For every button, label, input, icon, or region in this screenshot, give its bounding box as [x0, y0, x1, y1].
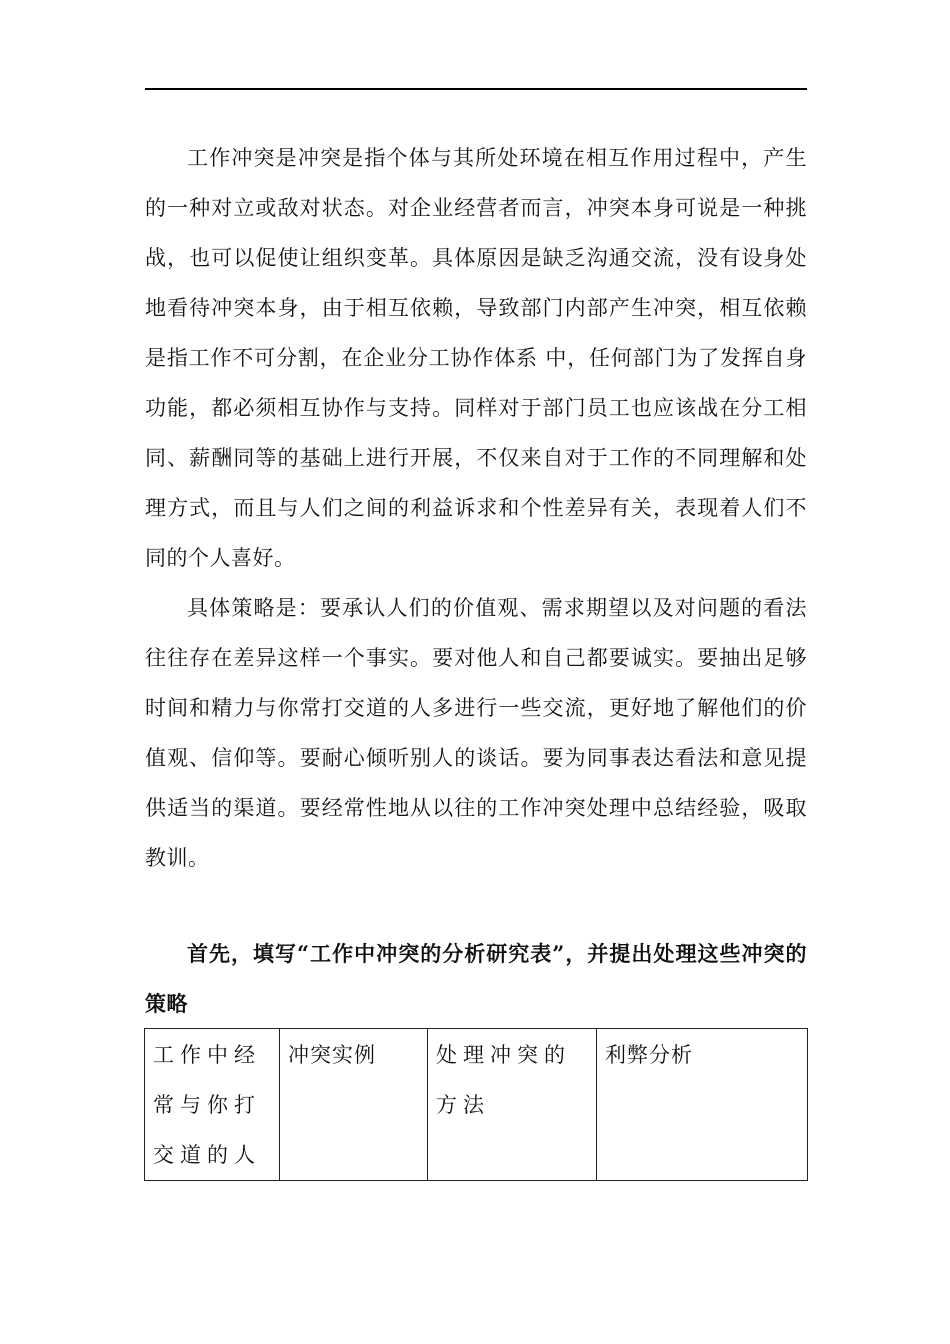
table-header-row	[145, 1029, 808, 1181]
column-header-pros-cons: 利弊分析	[597, 1029, 808, 1181]
paragraph-conflict-definition: 工作冲突是冲突是指个体与其所处环境在相互作用过程中，产生的一种对立或敌对状态。对企业经营者而言，冲突本身可说是一种挑战，也可以促使让组织变革。具体原因是缺乏沟通交流，没有设身处地看待冲突本身，由于相互依赖，导致部门内部产生冲突，相互依赖是指工作不可分割，在企业分工协作体系 中，任何部门为了发挥自身功能，都必须相互协作与支持。同样对于部门员工也应该战在分工相同、薪酬同等的基础上进行开展，不仅来自对于工作的不同理解和处理方式，而且与人们之间的利益诉求和个性差异有关，表现着人们不同的个人喜好。	[145, 146, 807, 570]
column-header-people: 工作中经常与你打交道的人	[145, 1029, 280, 1181]
column-header-conflict-example: 冲突实例	[280, 1029, 428, 1181]
header-rule	[145, 88, 807, 90]
section-heading: 首先，填写“工作中冲突的分析研究表”，并提出处理这些冲突的策略	[145, 941, 807, 1016]
column-header-handling-method: 处理冲突的方法	[428, 1029, 597, 1181]
conflict-analysis-table	[144, 1028, 808, 1181]
paragraph-strategy: 具体策略是：要承认人们的价值观、需求期望以及对问题的看法往往存在差异这样一个事实。要对他人和自己都要诚实。要抽出足够时间和精力与你常打交道的人多进行一些交流，更好地了解他们的价值观、信仰等。要耐心倾听别人的谈话。要为同事表达看法和意见提供适当的渠道。要经常性地从以往的工作冲突处理中总结经验，吸取教训。	[145, 596, 807, 870]
document-body	[145, 133, 807, 1029]
